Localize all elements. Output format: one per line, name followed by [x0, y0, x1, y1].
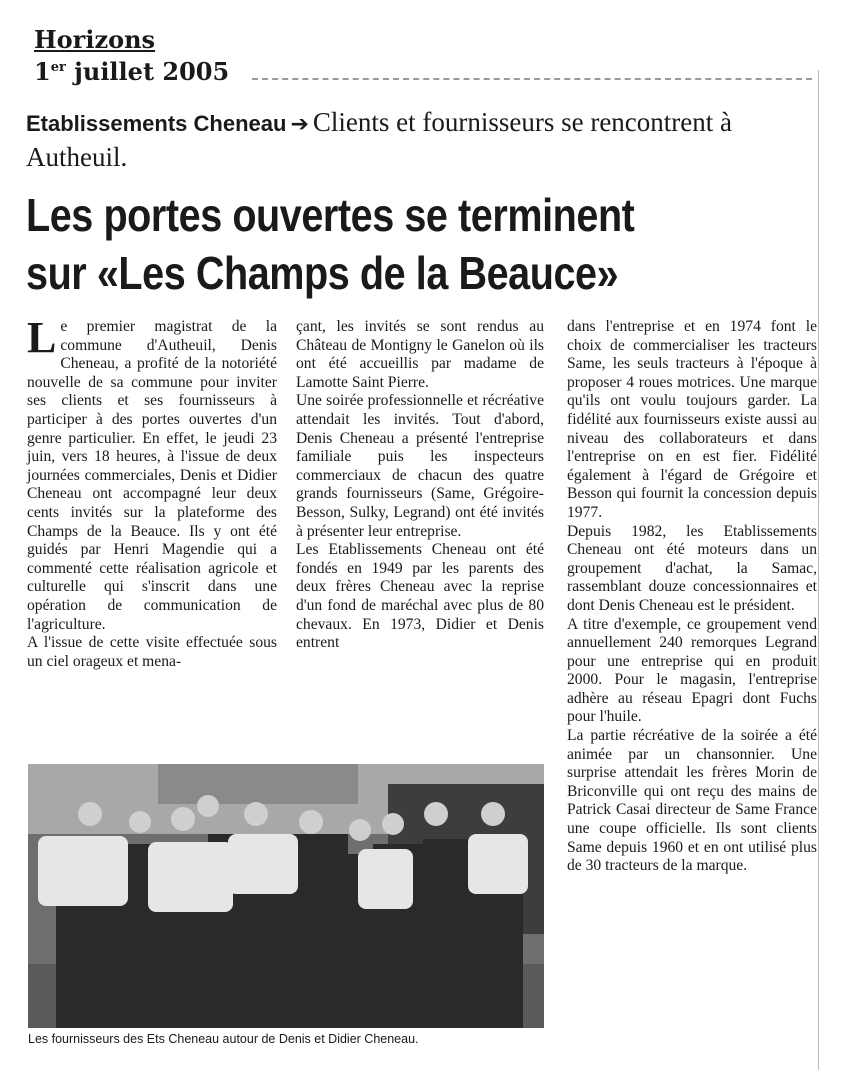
- arrow-icon: ➔: [290, 112, 309, 137]
- article-headline: [26, 186, 714, 302]
- page-edge-line: [818, 70, 819, 1070]
- group-photo-image: [28, 764, 544, 1028]
- article-column-1: [27, 313, 277, 671]
- article-column-2: [296, 318, 544, 653]
- kicker-text: Clients et fournisseurs se rencontrent à Autheuil.: [26, 107, 733, 172]
- photo-caption: Les fournisseurs des Ets Cheneau autour de Denis et Didier Cheneau.: [28, 1032, 419, 1046]
- column-3-paragraph-1: dans l'entreprise et en 1974 font le choix de commercialiser les tracteurs Same, les seuls tracteurs à l'époque à proposer 4 roues motrices. Une marque qu'ils ont voulu toujours garder. La fidélité aux fournisseurs existe aussi au niveau des collaborateurs et dans l'entreprise on en est fier. Fidélité également à l'égard de Grégoire et Besson qui fournit la concession depuis 1977.: [567, 318, 817, 521]
- publication-name: Horizons: [34, 25, 156, 54]
- column-2-paragraph-1: çant, les invités se sont rendus au Château de Montigny le Ganelon où ils ont été accueillis par madame de Lamotte Saint Pierre.: [296, 318, 544, 391]
- dotted-divider: [252, 78, 812, 80]
- kicker-brand: Etablissements Cheneau: [26, 111, 287, 136]
- column-3-paragraph-3: A titre d'exemple, ce groupement vend annuellement 240 remorques Legrand pour une entreprise qui en produit 2000. Pour le magasin, l'entreprise adhère au réseau Epagri dont Fuchs pour l'huile.: [567, 615, 817, 726]
- headline-line-1: Les portes ouvertes se terminent: [26, 189, 635, 241]
- column-3-paragraph-4: La partie récréative de la soirée a été animée par un chansonnier. Une surprise attendait les frères Morin de Briconville qui ont reçu des mains de Patrick Casai directeur de Same France une coupe officielle. Ils sont clients Same depuis 1960 et en ont utilisé plus de 30 tracteurs de la marque.: [567, 727, 817, 875]
- publication-date: 1er juillet 2005: [34, 57, 230, 86]
- column-1-paragraph-1: Le premier magistrat de la commune d'Autheuil, Denis Cheneau, a profité de la notoriété nouvelle de sa commune pour inviter ses clients et ses fournisseurs à participer à des portes ouvertes d'un genre particulier. En effet, le jeudi 23 juin, vers 18 heures, à l'issue de deux journées commerciales, Denis et Didier Cheneau ont accompagné leur deux cents invités sur la plateforme des Champs de la Beauce. Ils y ont été guidés par Henri Magendie qui a commenté cette réalisation agricole et culturelle qui s'inscrit dans une opération de communication de l'agriculture.: [27, 313, 277, 633]
- column-3-paragraph-2: Depuis 1982, les Etablissements Cheneau ont été moteurs dans un groupement d'achat, la Samac, rassemblant douze concessionnaires et dont Denis Cheneau est le président.: [567, 522, 817, 614]
- article-kicker: [26, 106, 816, 174]
- column-1-paragraph-2: A l'issue de cette visite effectuée sous un ciel orageux et mena-: [27, 634, 277, 670]
- drop-cap: L: [27, 313, 57, 362]
- column-2-paragraph-3: Les Etablissements Cheneau ont été fondés en 1949 par les parents des deux frères Cheneau avec la reprise d'un fond de maréchal avec plus de 80 chevaux. En 1973, Didier et Denis entrent: [296, 541, 544, 652]
- masthead: [34, 26, 229, 86]
- group-photo: [28, 764, 544, 1028]
- column-2-paragraph-2: Une soirée professionnelle et récréative attendait les invités. Tout d'abord, Denis Cheneau a présenté l'entreprise familiale puis les inspecteurs commerciaux de chacun des quatre grands fournisseurs (Same, Grégoire-Besson, Sulky, Legrand) ont été invités à présenter leur entreprise.: [296, 392, 544, 540]
- article-column-3: [567, 318, 817, 876]
- headline-line-2: sur «Les Champs de la Beauce»: [26, 247, 619, 299]
